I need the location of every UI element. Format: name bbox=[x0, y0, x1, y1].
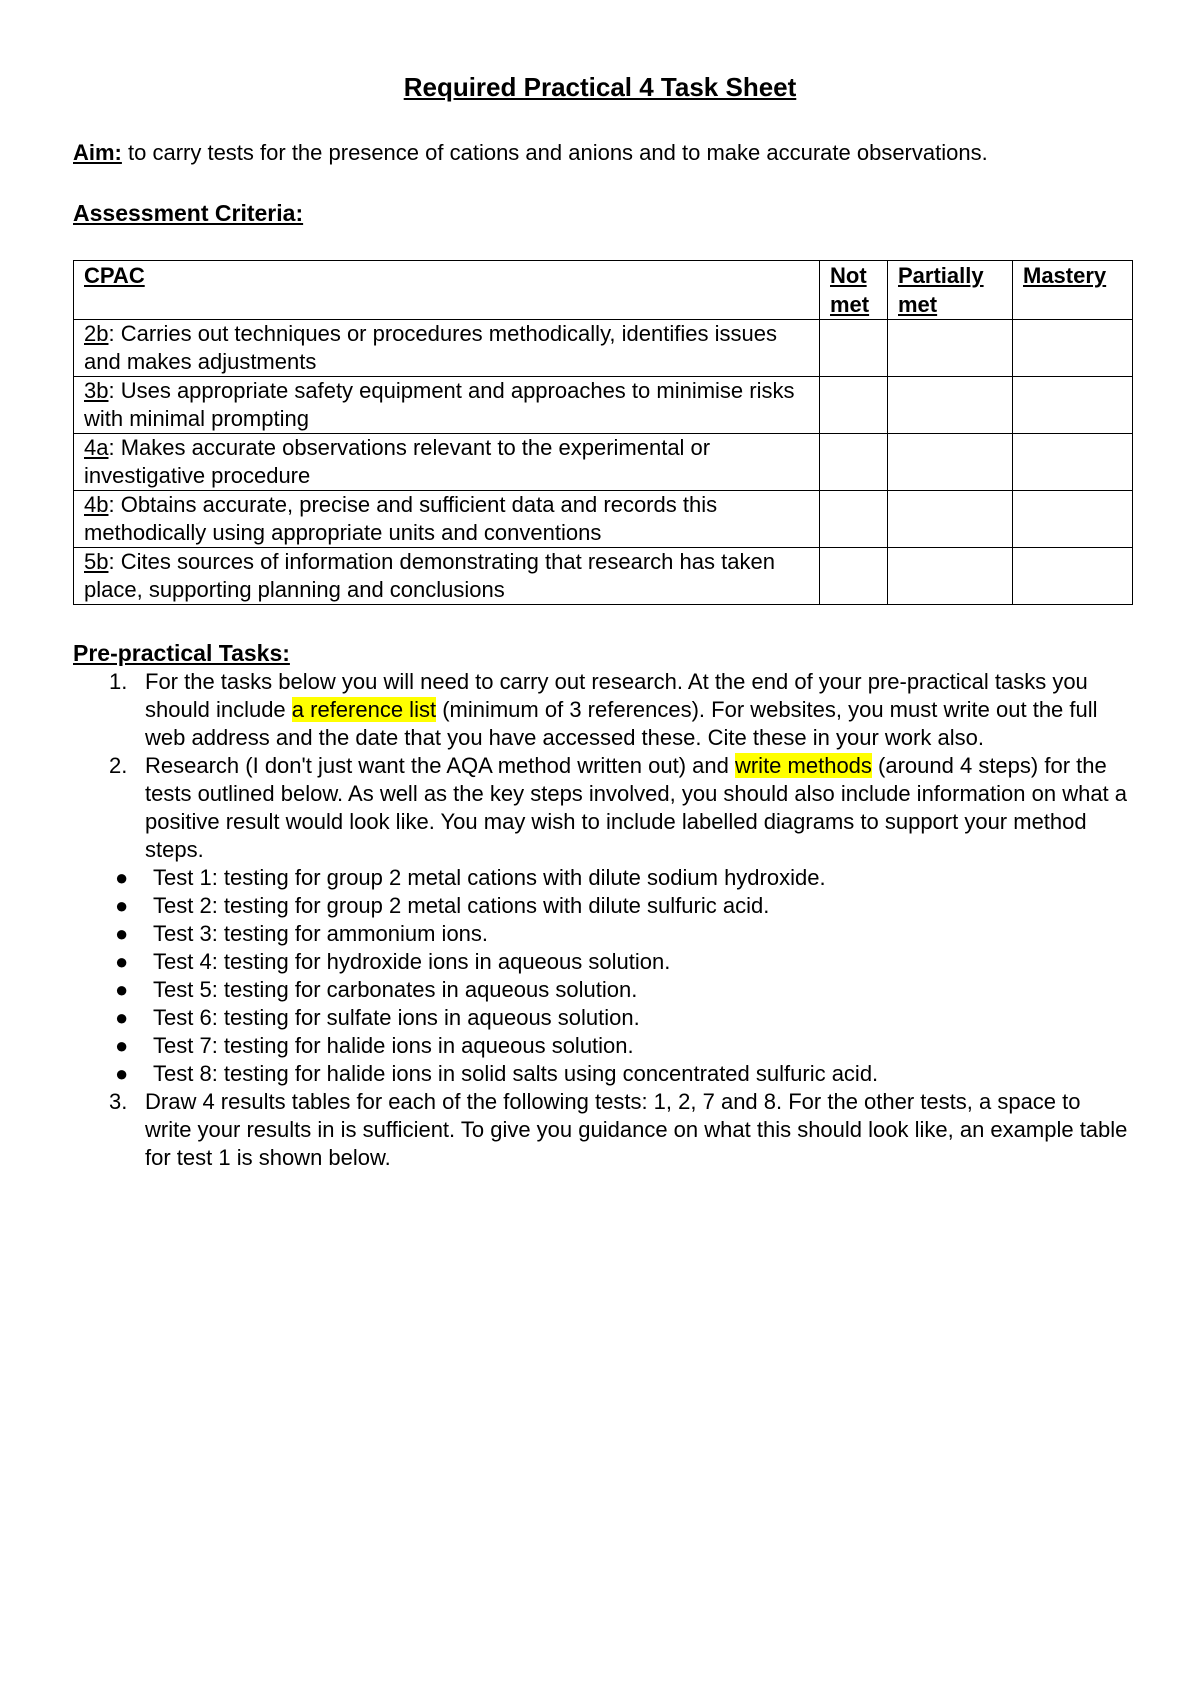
list-item bbox=[73, 948, 1133, 976]
partially-met-cell[interactable] bbox=[888, 491, 1013, 548]
list-item bbox=[73, 1004, 1133, 1032]
criterion-text: : Obtains accurate, precise and sufficient data and records this methodically using appropriate units and conventions bbox=[84, 492, 718, 545]
task-item bbox=[73, 752, 1133, 864]
task-number: 1. bbox=[109, 669, 128, 694]
task-list bbox=[73, 668, 1133, 1172]
not-met-cell[interactable] bbox=[820, 320, 888, 377]
page-title: Required Practical 4 Task Sheet bbox=[403, 72, 797, 102]
criterion-code: 4b bbox=[84, 492, 109, 517]
list-item-text: Test 1: testing for group 2 metal cations with dilute sodium hydroxide. bbox=[153, 865, 826, 890]
table-row bbox=[74, 491, 1133, 548]
task-item bbox=[73, 668, 1133, 752]
task-text: (around 4 steps) for the tests outlined below. As well as the key steps involved, you should also include information on what a positive result would look like. You may wish to include labelled diagrams to support your method steps. bbox=[145, 753, 1128, 862]
table-row bbox=[74, 434, 1133, 491]
task-number: 3. bbox=[109, 1089, 128, 1114]
header-partially-met: Partially met bbox=[888, 261, 1013, 320]
table-row bbox=[74, 377, 1133, 434]
task-text: Research (I don't just want the AQA method written out) and bbox=[145, 753, 735, 778]
not-met-cell[interactable] bbox=[820, 548, 888, 605]
highlighted-text: write methods bbox=[734, 753, 872, 778]
bullet-icon: ● bbox=[115, 1033, 129, 1058]
not-met-cell[interactable] bbox=[820, 434, 888, 491]
test-bullet-list bbox=[73, 864, 1133, 1088]
criterion-code: 2b bbox=[84, 321, 109, 346]
aim-paragraph bbox=[73, 140, 988, 166]
mastery-cell[interactable] bbox=[1013, 491, 1133, 548]
partially-met-cell[interactable] bbox=[888, 320, 1013, 377]
partially-met-cell[interactable] bbox=[888, 377, 1013, 434]
not-met-cell[interactable] bbox=[820, 377, 888, 434]
aim-text: to carry tests for the presence of cations and anions and to make accurate observations. bbox=[121, 140, 988, 165]
bullet-icon: ● bbox=[115, 1061, 129, 1086]
criterion-text: : Carries out techniques or procedures methodically, identifies issues and makes adjustments bbox=[84, 321, 777, 374]
list-item-text: Test 3: testing for ammonium ions. bbox=[153, 921, 489, 946]
list-item bbox=[73, 892, 1133, 920]
criterion-code: 5b bbox=[84, 549, 109, 574]
list-item-text: Test 4: testing for hydroxide ions in aqueous solution. bbox=[153, 949, 671, 974]
criterion-text: : Uses appropriate safety equipment and approaches to minimise risks with minimal prompting bbox=[84, 378, 795, 431]
cpac-header-row bbox=[74, 261, 1133, 320]
task-number: 2. bbox=[109, 753, 128, 778]
bullet-icon: ● bbox=[115, 1005, 129, 1030]
criterion-code: 3b bbox=[84, 378, 109, 403]
list-item-text: Test 5: testing for carbonates in aqueous solution. bbox=[153, 977, 638, 1002]
mastery-cell[interactable] bbox=[1013, 320, 1133, 377]
mastery-cell[interactable] bbox=[1013, 548, 1133, 605]
cpac-table bbox=[73, 260, 1133, 605]
partially-met-cell[interactable] bbox=[888, 548, 1013, 605]
bullet-icon: ● bbox=[115, 949, 129, 974]
criterion-cell bbox=[74, 320, 820, 377]
task-item bbox=[73, 1088, 1133, 1172]
criterion-cell bbox=[74, 491, 820, 548]
mastery-cell[interactable] bbox=[1013, 434, 1133, 491]
criterion-text: : Makes accurate observations relevant to the experimental or investigative procedure bbox=[84, 435, 711, 488]
bullet-icon: ● bbox=[115, 977, 129, 1002]
partially-met-cell[interactable] bbox=[888, 434, 1013, 491]
not-met-cell[interactable] bbox=[820, 491, 888, 548]
mastery-cell[interactable] bbox=[1013, 377, 1133, 434]
pre-practical-heading: Pre-practical Tasks: bbox=[73, 640, 290, 666]
list-item bbox=[73, 1060, 1133, 1088]
criterion-text: : Cites sources of information demonstrating that research has taken place, supporting planning and conclusions bbox=[84, 549, 775, 602]
header-not-met: Not met bbox=[820, 261, 888, 320]
list-item bbox=[73, 920, 1133, 948]
bullet-icon: ● bbox=[115, 893, 129, 918]
table-row bbox=[74, 320, 1133, 377]
highlighted-text: a reference list bbox=[291, 697, 437, 722]
list-item-text: Test 2: testing for group 2 metal cations with dilute sulfuric acid. bbox=[153, 893, 770, 918]
criterion-cell bbox=[74, 434, 820, 491]
bullet-icon: ● bbox=[115, 865, 129, 890]
list-item-text: Test 7: testing for halide ions in aqueous solution. bbox=[153, 1033, 634, 1058]
assessment-criteria-heading: Assessment Criteria: bbox=[73, 200, 304, 226]
criterion-cell bbox=[74, 377, 820, 434]
list-item bbox=[73, 1032, 1133, 1060]
criterion-code: 4a bbox=[84, 435, 109, 460]
header-mastery: Mastery bbox=[1013, 261, 1133, 320]
list-item bbox=[73, 864, 1133, 892]
table-row bbox=[74, 548, 1133, 605]
criterion-cell bbox=[74, 548, 820, 605]
aim-label: Aim: bbox=[73, 140, 122, 165]
header-cpac: CPAC bbox=[74, 261, 820, 320]
list-item bbox=[73, 976, 1133, 1004]
task-text: For the tasks below you will need to carry out research. At the end of your pre-practical tasks you should include bbox=[145, 669, 1088, 722]
task-text: (minimum of 3 references). For websites, you must write out the full web address and the date that you have accessed these. Cite these in your work also. bbox=[145, 697, 1098, 750]
bullet-icon: ● bbox=[115, 921, 129, 946]
list-item-text: Test 8: testing for halide ions in solid salts using concentrated sulfuric acid. bbox=[153, 1061, 879, 1086]
list-item-text: Test 6: testing for sulfate ions in aqueous solution. bbox=[153, 1005, 640, 1030]
task-text: Draw 4 results tables for each of the following tests: 1, 2, 7 and 8. For the other tests, a space to write your results in is sufficient. To give you guidance on what this should look like, an example table for test 1 is shown below. bbox=[145, 1089, 1128, 1170]
